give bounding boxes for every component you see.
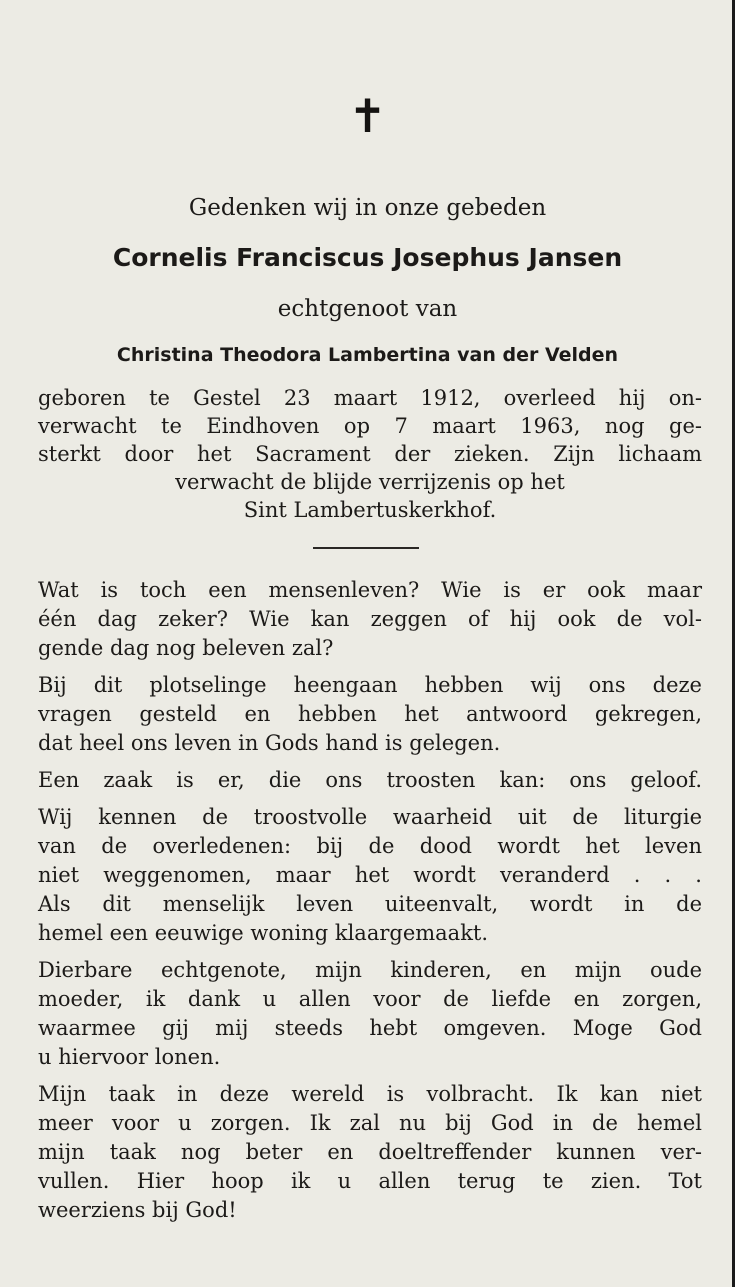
paragraph-line: Een zaak is er, die ons troosten kan: ons geloof. — [38, 768, 702, 792]
paragraph-line: gende dag nog beleven zal? — [38, 636, 334, 660]
paragraph-line: u hiervoor lonen. — [38, 1045, 221, 1069]
paragraph — [38, 956, 702, 1072]
paragraph-line: vullen. Hier hoop ik u allen terug te zien. Tot — [38, 1169, 702, 1193]
paragraph-line: meer voor u zorgen. Ik zal nu bij God in de hemel — [38, 1111, 702, 1135]
biography-line: verwacht de blijde verrijzenis op het — [175, 470, 565, 494]
cross-icon: ✝ — [348, 89, 387, 143]
paragraph-line: één dag zeker? Wie kan zeggen of hij ook de vol- — [38, 607, 702, 631]
paragraph — [38, 766, 702, 795]
paragraph-line: hemel een eeuwige woning klaargemaakt. — [38, 921, 489, 945]
paragraph-line: moeder, ik dank u allen voor de liefde en zorgen, — [38, 987, 702, 1011]
paragraph-line: weerziens bij God! — [38, 1198, 237, 1222]
paragraph — [38, 671, 702, 758]
paragraph — [38, 1080, 702, 1225]
prayer-text — [38, 576, 702, 1233]
paragraph-line: Bij dit plotselinge heengaan hebben wij ons deze — [38, 673, 702, 697]
divider — [313, 547, 419, 549]
paragraph-line: vragen gesteld en hebben het antwoord gekregen, — [38, 702, 702, 726]
biography — [38, 384, 702, 524]
paragraph-line: Als dit menselijk leven uiteenvalt, wordt in de — [38, 892, 702, 916]
paragraph-line: Wat is toch een mensenleven? Wie is er ook maar — [38, 578, 702, 602]
biography-line: geboren te Gestel 23 maart 1912, overleed hij on- — [38, 386, 702, 410]
paragraph-line: van de overledenen: bij de dood wordt het leven — [38, 834, 702, 858]
spouse-label: echtgenoot van — [277, 296, 458, 322]
paragraph-line: Mijn taak in deze wereld is volbracht. Ik kan niet — [38, 1082, 702, 1106]
paragraph — [38, 803, 702, 948]
paragraph-line: mijn taak nog beter en doeltreffender kunnen ver- — [38, 1140, 702, 1164]
deceased-name: Cornelis Franciscus Josephus Jansen — [112, 243, 623, 272]
spouse-name: Christina Theodora Lambertina van der Velden — [116, 344, 619, 366]
biography-line: Sint Lambertuskerkhof. — [243, 498, 497, 522]
paragraph-line: Dierbare echtgenote, mijn kinderen, en mijn oude — [38, 958, 702, 982]
biography-line: verwacht te Eindhoven op 7 maart 1963, nog ge- — [38, 414, 702, 438]
paragraph — [38, 576, 702, 663]
biography-line: sterkt door het Sacrament der zieken. Zijn lichaam — [38, 442, 702, 466]
paragraph-line: dat heel ons leven in Gods hand is gelegen. — [38, 731, 501, 755]
paragraph-line: waarmee gij mij steeds hebt omgeven. Moge God — [38, 1016, 702, 1040]
intro-line: Gedenken wij in onze gebeden — [188, 195, 547, 221]
paragraph-line: Wij kennen de troostvolle waarheid uit de liturgie — [38, 805, 702, 829]
paragraph-line: niet weggenomen, maar het wordt veranderd . . . — [38, 863, 702, 887]
